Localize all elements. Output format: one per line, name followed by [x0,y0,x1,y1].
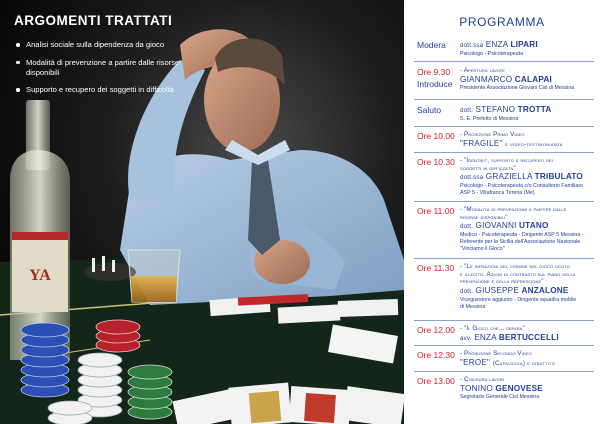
topic-item: Analisi sociale sulla dipendenza da gioco [14,40,189,50]
talk-title: risorse disponibili" [460,213,508,221]
talk-title: prevenzione e della repressione" [460,278,544,286]
speaker-role: Medico - Psicoterapeuta - Dirigente ASP 5 Messina - [460,232,584,239]
divider [414,258,594,259]
talk-title: - "Identikit, supporto e recupero dei [460,157,553,164]
video-title: "FRAGILE" e video-testimonianza [460,138,563,148]
entry-time: Ore 11.00 [417,206,455,216]
speaker-name: dott.ssa ENZA LIPARI [460,40,538,49]
divider [414,99,594,100]
entry-time: Ore 11.30 [417,263,455,273]
speaker-role: Psicologo - Psicoterapeuta c/o Consultorio Familiare [460,183,584,190]
entry-time: Ore 12.30 [417,350,455,360]
video-title: "EROE" (Capacezza) e dibattito [460,357,556,367]
program-panel [404,0,600,424]
speaker-role: S. E. Prefetto di Messina [460,116,519,122]
talk-title: - Proiezione Secondo Video [460,350,532,357]
divider [414,126,594,127]
talk-title: - "Il Gioco che... separa" [460,325,525,332]
speaker-name: avv. ENZA BERTUCCELLI [460,332,559,342]
talk-title: - "Modalità di prevenzione a partire dalle [460,206,567,213]
talk-title: - "Le infrazioni del crimine nel gioco lecito [460,263,571,270]
entry-time: Ore 10.30 [417,157,455,167]
speaker-role: "Vinciamo il Gioco" [460,246,505,253]
entry-time: Ore 10.00 [417,131,455,141]
entry-time: Ore 12.00 [417,325,455,335]
topic-item: Supporto e recupero dei soggetti in difficoltà [14,85,189,95]
entry-label: Introduce [417,79,453,89]
speaker-name: dott. GIOVANNI UTANO [460,221,549,231]
divider [414,345,594,346]
divider [414,320,594,321]
speaker-name: dott. STEFANO TROTTA [460,105,552,114]
talk-title: e illecito. Azioni di contrasto sul piano della [460,270,576,278]
topics-title: ARGOMENTI TRATTATI [14,13,173,28]
speaker-name: TONINO GENOVESE [460,383,543,393]
topics-box [14,13,189,103]
entry-time: Ore 9.30 [417,67,451,77]
speaker-role: Referente per la Sicilia dell'Associazione Nazionale [460,239,581,246]
bottle-label-lettering: YA [29,267,51,284]
divider [414,201,594,202]
speaker-role: Psicologo - Psicoterapeuta [460,51,524,57]
speaker-role: Segretario Generale Cisl Messina [460,393,540,400]
entry-label: Saluto [417,105,442,115]
speaker-role: Viceguestore aggiunto - Dirigente squadra mobile [460,296,577,303]
speaker-role: Presidente Associazione Giovani Cisl di Messina [460,84,575,91]
talk-title: - Chiusura lavori [460,376,505,383]
program-title: PROGRAMMA [459,15,545,29]
talk-title: - Apertura lavori [460,67,505,74]
divider [414,371,594,372]
divider [414,152,594,153]
talk-title: soggetti in difficoltà" [460,164,516,172]
speaker-role: di Messina [460,303,486,310]
talk-title: - Proiezione Primo Video [460,131,525,138]
speaker-name: GIANMARCO CALAPAI [460,74,552,84]
divider [414,61,594,62]
entry-time: Ore 13.00 [417,376,455,386]
speaker-name: dott.ssa GRAZIELLA TRIBULATO [460,172,583,182]
speaker-name: dott. GIUSEPPE ANZALONE [460,285,569,295]
speaker-role: ASP 5 - Villafranca Tirrena (Me) [460,190,535,197]
entry-label: Modera [417,40,446,50]
topic-item: Modalità di prevenzione a partire dalle risorse disponibili [14,58,189,78]
